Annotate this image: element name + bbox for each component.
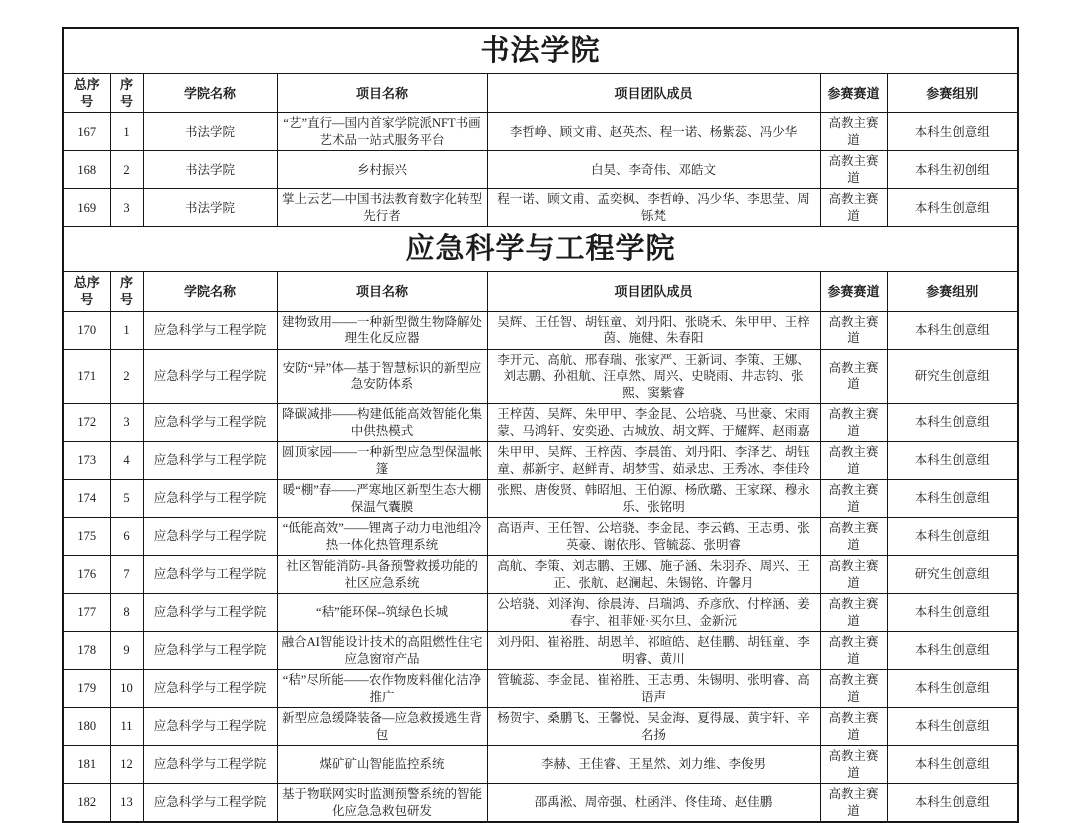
cell-project: 基于物联网实时监测预警系统的智能化应急急救包研发 [277,784,487,823]
cell-members: 张熙、唐俊贤、韩昭旭、王伯源、杨欣璐、王家琛、穆永乐、张铭明 [487,480,820,518]
cell-project: 掌上云艺—中国书法教育数字化转型先行者 [277,189,487,227]
column-header: 项目名称 [277,74,487,113]
cell-no: 8 [110,594,143,632]
cell-total-no: 182 [63,784,110,823]
cell-track: 高教主赛道 [820,189,887,227]
cell-group: 本科生创意组 [887,594,1018,632]
cell-track: 高教主赛道 [820,784,887,823]
cell-no: 13 [110,784,143,823]
cell-no: 6 [110,518,143,556]
cell-no: 10 [110,670,143,708]
cell-members: 王梓茵、吴辉、朱甲甲、李金昆、公培骁、马世豪、宋雨蒙、马鸿轩、安奕逊、古城放、胡文辉、于耀辉、赵雨嘉 [487,404,820,442]
table-row [63,442,1018,480]
cell-project: 乡村振兴 [277,151,487,189]
cell-no: 2 [110,349,143,404]
cell-no: 9 [110,632,143,670]
cell-project: 安防“异”体—基于智慧标识的新型应急安防体系 [277,349,487,404]
cell-no: 11 [110,708,143,746]
table-row [63,113,1018,151]
cell-track: 高教主赛道 [820,442,887,480]
cell-college: 书法学院 [143,113,277,151]
column-header: 序号 [110,74,143,113]
cell-total-no: 181 [63,746,110,784]
cell-no: 5 [110,480,143,518]
cell-members: 管毓蕊、李金昆、崔裕胜、王志勇、朱锡明、张明睿、高语声 [487,670,820,708]
column-header: 项目团队成员 [487,74,820,113]
cell-project: “低能高效”——锂离子动力电池组冷热一体化热管理系统 [277,518,487,556]
cell-members: 李赫、王佳睿、王星然、刘力维、李俊男 [487,746,820,784]
cell-group: 本科生创意组 [887,480,1018,518]
cell-project: 建物致用——一种新型微生物降解处理生化反应器 [277,311,487,349]
cell-total-no: 176 [63,556,110,594]
cell-total-no: 172 [63,404,110,442]
cell-project: “艺”直行—国内首家学院派NFT书画艺术品一站式服务平台 [277,113,487,151]
cell-total-no: 179 [63,670,110,708]
cell-total-no: 173 [63,442,110,480]
cell-project: “秸”尽所能——农作物废料催化洁净推广 [277,670,487,708]
cell-college: 应急科学与工程学院 [143,670,277,708]
cell-group: 研究生创意组 [887,556,1018,594]
cell-college: 应急科学与工程学院 [143,311,277,349]
table-row [63,670,1018,708]
cell-no: 2 [110,151,143,189]
cell-members: 李哲峥、顾文甫、赵英杰、程一诺、杨紫蕊、冯少华 [487,113,820,151]
table-row [63,556,1018,594]
column-header: 项目名称 [277,272,487,311]
cell-project: 新型应急缓降装备—应急救援逃生背包 [277,708,487,746]
cell-total-no: 175 [63,518,110,556]
cell-group: 本科生初创组 [887,151,1018,189]
cell-college: 应急科学与工程学院 [143,708,277,746]
cell-group: 本科生创意组 [887,632,1018,670]
table-row [63,151,1018,189]
cell-track: 高教主赛道 [820,708,887,746]
cell-total-no: 168 [63,151,110,189]
cell-group: 本科生创意组 [887,404,1018,442]
cell-members: 杨贺宇、桑鹏飞、王馨悦、吴金海、夏得晟、黄宇轩、辛名扬 [487,708,820,746]
cell-college: 应急科学与工程学院 [143,746,277,784]
cell-group: 本科生创意组 [887,113,1018,151]
cell-members: 李开元、高航、邢春瑞、张家严、王新词、李策、王娜、刘志鹏、孙祖航、汪卓然、周兴、史晓雨、井志钧、张熙、窦紫睿 [487,349,820,404]
cell-project: “秸”能环保--筑绿色长城 [277,594,487,632]
cell-college: 应急科学与工程学院 [143,556,277,594]
cell-project: 融合AI智能设计技术的高阻燃性住宅应急窗帘产品 [277,632,487,670]
cell-group: 本科生创意组 [887,518,1018,556]
cell-project: 社区智能消防-具备预警救援功能的社区应急系统 [277,556,487,594]
cell-track: 高教主赛道 [820,349,887,404]
cell-group: 本科生创意组 [887,189,1018,227]
column-header: 参赛赛道 [820,272,887,311]
cell-members: 朱甲甲、吴辉、王梓茵、李晨笛、刘丹阳、李泽艺、胡钰童、郝新宇、赵鲜青、胡梦雪、茹录忠、王秀冰、李佳玲 [487,442,820,480]
cell-no: 1 [110,113,143,151]
cell-members: 程一诺、顾文甫、孟奕枫、李哲峥、冯少华、李思莹、周铄梵 [487,189,820,227]
table-body [63,28,1018,822]
cell-group: 本科生创意组 [887,784,1018,823]
cell-no: 7 [110,556,143,594]
cell-group: 本科生创意组 [887,670,1018,708]
cell-project: 煤矿矿山智能监控系统 [277,746,487,784]
column-header: 学院名称 [143,74,277,113]
table-row [63,311,1018,349]
cell-total-no: 174 [63,480,110,518]
cell-project: 圆顶家园——一种新型应急型保温帐篷 [277,442,487,480]
cell-no: 3 [110,404,143,442]
cell-track: 高教主赛道 [820,632,887,670]
cell-members: 邵禹淞、周帝强、杜函泮、佟佳琦、赵佳鹏 [487,784,820,823]
table-row [63,189,1018,227]
cell-members: 刘丹阳、崔裕胜、胡恩羊、祁暄皓、赵佳鹏、胡钰童、李明睿、黄川 [487,632,820,670]
cell-members: 高语声、王任智、公培骁、李金昆、李云鹤、王志勇、张英豪、谢依彤、管毓蕊、张明睿 [487,518,820,556]
column-header: 参赛赛道 [820,74,887,113]
table-row [63,784,1018,823]
cell-total-no: 178 [63,632,110,670]
cell-track: 高教主赛道 [820,518,887,556]
cell-members: 吴辉、王任智、胡钰童、刘丹阳、张晓禾、朱甲甲、王梓茵、施健、朱春阳 [487,311,820,349]
cell-members: 高航、李策、刘志鹏、王娜、施子涵、朱羽乔、周兴、王正、张航、赵澜起、朱锡铭、许馨月 [487,556,820,594]
cell-project: 暖“棚”春——严寒地区新型生态大棚保温气囊膜 [277,480,487,518]
column-header: 参赛组别 [887,74,1018,113]
cell-track: 高教主赛道 [820,404,887,442]
table-row [63,349,1018,404]
cell-group: 本科生创意组 [887,442,1018,480]
cell-total-no: 180 [63,708,110,746]
column-header: 总序号 [63,74,110,113]
cell-total-no: 177 [63,594,110,632]
cell-project: 降碳减排——构建低能高效智能化集中供热模式 [277,404,487,442]
table-row [63,404,1018,442]
cell-college: 应急科学与工程学院 [143,442,277,480]
table-row [63,632,1018,670]
cell-total-no: 171 [63,349,110,404]
cell-track: 高教主赛道 [820,556,887,594]
cell-members: 白昊、李奇伟、邓皓文 [487,151,820,189]
cell-group: 本科生创意组 [887,746,1018,784]
cell-total-no: 169 [63,189,110,227]
cell-track: 高教主赛道 [820,480,887,518]
column-header: 总序号 [63,272,110,311]
cell-college: 应急科学与工程学院 [143,349,277,404]
table-row [63,708,1018,746]
cell-no: 1 [110,311,143,349]
cell-group: 本科生创意组 [887,708,1018,746]
cell-total-no: 170 [63,311,110,349]
cell-college: 应急科学与工程学院 [143,518,277,556]
cell-college: 应急科学与工程学院 [143,784,277,823]
project-list-table [62,27,1019,823]
cell-no: 12 [110,746,143,784]
table-row [63,518,1018,556]
cell-college: 应急科学与工程学院 [143,632,277,670]
cell-college: 应急科学与工程学院 [143,594,277,632]
cell-members: 公培骁、刘泽洵、徐晨涛、吕瑞鸿、乔彦欣、付梓涵、姜春宇、祖菲娅·买尔旦、金新沅 [487,594,820,632]
cell-college: 书法学院 [143,151,277,189]
cell-track: 高教主赛道 [820,311,887,349]
cell-no: 4 [110,442,143,480]
column-header: 学院名称 [143,272,277,311]
column-header: 项目团队成员 [487,272,820,311]
section-title: 书法学院 [63,28,1018,74]
table-row [63,594,1018,632]
cell-total-no: 167 [63,113,110,151]
column-header: 参赛组别 [887,272,1018,311]
cell-college: 应急科学与工程学院 [143,480,277,518]
cell-group: 本科生创意组 [887,311,1018,349]
cell-no: 3 [110,189,143,227]
cell-track: 高教主赛道 [820,113,887,151]
cell-college: 书法学院 [143,189,277,227]
table-row [63,480,1018,518]
section-title: 应急科学与工程学院 [63,227,1018,272]
cell-track: 高教主赛道 [820,746,887,784]
cell-track: 高教主赛道 [820,151,887,189]
cell-track: 高教主赛道 [820,670,887,708]
column-header: 序号 [110,272,143,311]
cell-group: 研究生创意组 [887,349,1018,404]
cell-track: 高教主赛道 [820,594,887,632]
cell-college: 应急科学与工程学院 [143,404,277,442]
table-row [63,746,1018,784]
